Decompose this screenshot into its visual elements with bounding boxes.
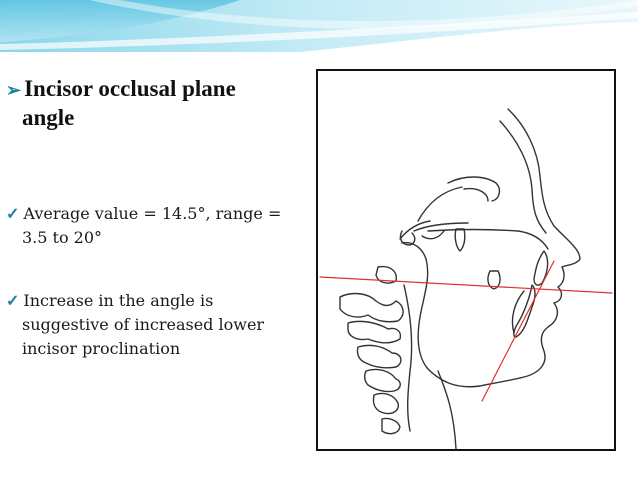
checkmark-icon: ✓: [6, 291, 20, 310]
bullet-1-line-1: Average value = 14.5°, range =: [23, 204, 282, 223]
title-line-2: angle: [22, 105, 75, 130]
cephalometric-tracing-figure: [316, 69, 616, 451]
slide-title: [6, 75, 306, 132]
bullet-increase-angle: [6, 289, 306, 361]
arrow-bullet-icon: ➢: [6, 80, 22, 100]
bullet-1-line-2: 3.5 to 20°: [22, 228, 103, 247]
bullet-average-value: [6, 202, 306, 250]
cephalometric-tracing-icon: [318, 71, 614, 449]
header-banner: [0, 0, 638, 52]
bullet-2-line-2: suggestive of increased lower: [22, 315, 265, 334]
checkmark-icon: ✓: [6, 204, 20, 223]
bullet-2-line-1: Increase in the angle is: [23, 291, 214, 310]
title-line-1: Incisor occlusal plane: [24, 76, 236, 101]
bullet-2-line-3: incisor proclination: [22, 339, 181, 358]
